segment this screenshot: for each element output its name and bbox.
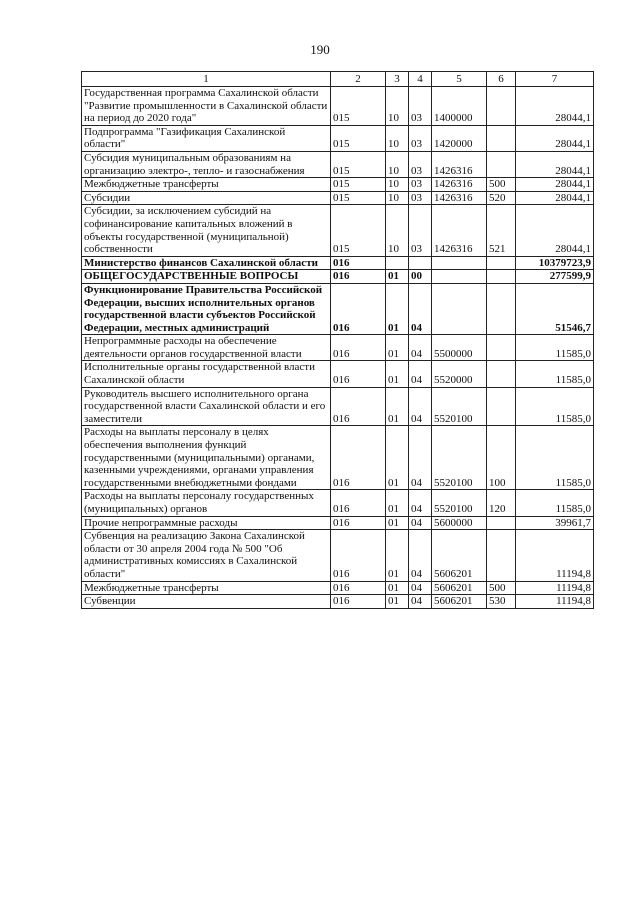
expense-type-code <box>487 151 516 177</box>
subsection-code <box>409 256 432 270</box>
row-name: Субвенции <box>82 595 331 609</box>
section-code: 01 <box>386 530 409 581</box>
amount: 11585,0 <box>516 387 594 426</box>
subsection-code: 04 <box>409 335 432 361</box>
section-code: 01 <box>386 270 409 284</box>
expense-type-code <box>487 125 516 151</box>
table-row <box>82 595 594 609</box>
expense-type-code: 520 <box>487 191 516 205</box>
section-code: 10 <box>386 151 409 177</box>
row-name: Межбюджетные трансферты <box>82 178 331 192</box>
subsection-code: 03 <box>409 125 432 151</box>
row-name: Исполнительные органы государственной власти Сахалинской области <box>82 361 331 387</box>
amount: 28044,1 <box>516 87 594 126</box>
table-row <box>82 530 594 581</box>
subsection-code: 04 <box>409 426 432 490</box>
section-code: 10 <box>386 178 409 192</box>
subsection-code: 04 <box>409 516 432 530</box>
section-code: 01 <box>386 581 409 595</box>
expense-type-code: 120 <box>487 490 516 516</box>
row-name: Расходы на выплаты персоналу государственных (муниципальных) органов <box>82 490 331 516</box>
subsection-code: 04 <box>409 490 432 516</box>
subsection-code: 04 <box>409 283 432 334</box>
subsection-code: 03 <box>409 191 432 205</box>
subsection-code: 04 <box>409 595 432 609</box>
subsection-code: 03 <box>409 151 432 177</box>
target-article-code: 5500000 <box>432 335 487 361</box>
expense-type-code <box>487 516 516 530</box>
amount: 11585,0 <box>516 426 594 490</box>
target-article-code: 5520100 <box>432 490 487 516</box>
expense-type-code: 100 <box>487 426 516 490</box>
target-article-code: 1400000 <box>432 87 487 126</box>
expense-type-code <box>487 256 516 270</box>
amount: 11194,8 <box>516 530 594 581</box>
section-code: 01 <box>386 426 409 490</box>
table-header-row <box>82 72 594 87</box>
row-name: Подпрограмма "Газификация Сахалинской области" <box>82 125 331 151</box>
section-code: 10 <box>386 191 409 205</box>
table-row <box>82 151 594 177</box>
column-header: 1 <box>82 72 331 87</box>
row-name: Расходы на выплаты персоналу в целях обеспечения выполнения функций государственными (муниципальными) органами, казенными учреждениями, органами управления государственными внебюджетными фондами <box>82 426 331 490</box>
table-row <box>82 490 594 516</box>
ministry-code: 016 <box>331 270 386 284</box>
section-code: 01 <box>386 595 409 609</box>
table-row <box>82 270 594 284</box>
amount: 11585,0 <box>516 335 594 361</box>
column-header: 5 <box>432 72 487 87</box>
expense-type-code <box>487 361 516 387</box>
amount: 10379723,9 <box>516 256 594 270</box>
row-name: Государственная программа Сахалинской области "Развитие промышленности в Сахалинской области на период до 2020 года" <box>82 87 331 126</box>
target-article-code: 5606201 <box>432 595 487 609</box>
table-row <box>82 516 594 530</box>
table-row <box>82 581 594 595</box>
table-row <box>82 191 594 205</box>
row-name: Министерство финансов Сахалинской области <box>82 256 331 270</box>
expense-type-code <box>487 335 516 361</box>
amount: 28044,1 <box>516 191 594 205</box>
section-code: 10 <box>386 125 409 151</box>
section-code: 01 <box>386 490 409 516</box>
subsection-code: 04 <box>409 361 432 387</box>
table-row <box>82 335 594 361</box>
section-code: 01 <box>386 283 409 334</box>
row-name: Субсидия муниципальным образованиям на организацию электро-, тепло- и газоснабжения <box>82 151 331 177</box>
target-article-code: 5600000 <box>432 516 487 530</box>
row-name: ОБЩЕГОСУДАРСТВЕННЫЕ ВОПРОСЫ <box>82 270 331 284</box>
expense-type-code: 521 <box>487 205 516 256</box>
table-row <box>82 205 594 256</box>
amount: 11194,8 <box>516 581 594 595</box>
table-row <box>82 426 594 490</box>
ministry-code: 015 <box>331 178 386 192</box>
amount: 11194,8 <box>516 595 594 609</box>
table-row <box>82 387 594 426</box>
target-article-code <box>432 256 487 270</box>
table-row <box>82 178 594 192</box>
target-article-code: 1426316 <box>432 151 487 177</box>
amount: 39961,7 <box>516 516 594 530</box>
amount: 11585,0 <box>516 361 594 387</box>
ministry-code: 016 <box>331 361 386 387</box>
column-header: 4 <box>409 72 432 87</box>
subsection-code: 03 <box>409 205 432 256</box>
section-code: 10 <box>386 87 409 126</box>
column-header: 3 <box>386 72 409 87</box>
target-article-code <box>432 270 487 284</box>
column-header: 2 <box>331 72 386 87</box>
target-article-code: 1420000 <box>432 125 487 151</box>
expense-type-code <box>487 530 516 581</box>
expense-type-code: 500 <box>487 581 516 595</box>
row-name: Межбюджетные трансферты <box>82 581 331 595</box>
target-article-code: 5606201 <box>432 530 487 581</box>
row-name: Прочие непрограммные расходы <box>82 516 331 530</box>
table-row <box>82 361 594 387</box>
ministry-code: 015 <box>331 205 386 256</box>
ministry-code: 016 <box>331 256 386 270</box>
column-header: 7 <box>516 72 594 87</box>
target-article-code: 1426316 <box>432 191 487 205</box>
page-number: 190 <box>310 42 330 57</box>
subsection-code: 04 <box>409 581 432 595</box>
amount: 11585,0 <box>516 490 594 516</box>
subsection-code: 00 <box>409 270 432 284</box>
section-code: 01 <box>386 516 409 530</box>
amount: 51546,7 <box>516 283 594 334</box>
subsection-code: 04 <box>409 530 432 581</box>
expense-type-code <box>487 87 516 126</box>
amount: 277599,9 <box>516 270 594 284</box>
ministry-code: 016 <box>331 335 386 361</box>
subsection-code: 04 <box>409 387 432 426</box>
amount: 28044,1 <box>516 178 594 192</box>
target-article-code: 5606201 <box>432 581 487 595</box>
expense-type-code <box>487 387 516 426</box>
ministry-code: 016 <box>331 490 386 516</box>
section-code: 10 <box>386 205 409 256</box>
table-row <box>82 125 594 151</box>
ministry-code: 015 <box>331 87 386 126</box>
ministry-code: 016 <box>331 426 386 490</box>
expense-type-code <box>487 283 516 334</box>
row-name: Субсидии, за исключением субсидий на софинансирование капитальных вложений в объекты государственной (муниципальной) собственности <box>82 205 331 256</box>
subsection-code: 03 <box>409 178 432 192</box>
target-article-code <box>432 283 487 334</box>
amount: 28044,1 <box>516 151 594 177</box>
table-row <box>82 87 594 126</box>
ministry-code: 016 <box>331 283 386 334</box>
row-name: Руководитель высшего исполнительного органа государственной власти Сахалинской области и его заместители <box>82 387 331 426</box>
target-article-code: 5520100 <box>432 426 487 490</box>
amount: 28044,1 <box>516 205 594 256</box>
amount: 28044,1 <box>516 125 594 151</box>
ministry-code: 016 <box>331 595 386 609</box>
expense-type-code: 530 <box>487 595 516 609</box>
target-article-code: 5520000 <box>432 361 487 387</box>
table-row <box>82 256 594 270</box>
ministry-code: 016 <box>331 581 386 595</box>
ministry-code: 015 <box>331 125 386 151</box>
section-code: 01 <box>386 335 409 361</box>
ministry-code: 016 <box>331 530 386 581</box>
ministry-code: 015 <box>331 151 386 177</box>
ministry-code: 016 <box>331 387 386 426</box>
target-article-code: 1426316 <box>432 205 487 256</box>
target-article-code: 5520100 <box>432 387 487 426</box>
row-name: Субсидии <box>82 191 331 205</box>
target-article-code: 1426316 <box>432 178 487 192</box>
table-row <box>82 283 594 334</box>
expense-type-code: 500 <box>487 178 516 192</box>
row-name: Субвенция на реализацию Закона Сахалинской области от 30 апреля 2004 года № 500 "Об административных комиссиях в Сахалинской области" <box>82 530 331 581</box>
section-code: 01 <box>386 387 409 426</box>
row-name: Непрограммные расходы на обеспечение деятельности органов государственной власти <box>82 335 331 361</box>
ministry-code: 016 <box>331 516 386 530</box>
column-header: 6 <box>487 72 516 87</box>
section-code <box>386 256 409 270</box>
section-code: 01 <box>386 361 409 387</box>
ministry-code: 015 <box>331 191 386 205</box>
budget-table <box>81 71 594 609</box>
expense-type-code <box>487 270 516 284</box>
row-name: Функционирование Правительства Российской Федерации, высших исполнительных органов государственной власти субъектов Российской Федерации, местных администраций <box>82 283 331 334</box>
subsection-code: 03 <box>409 87 432 126</box>
